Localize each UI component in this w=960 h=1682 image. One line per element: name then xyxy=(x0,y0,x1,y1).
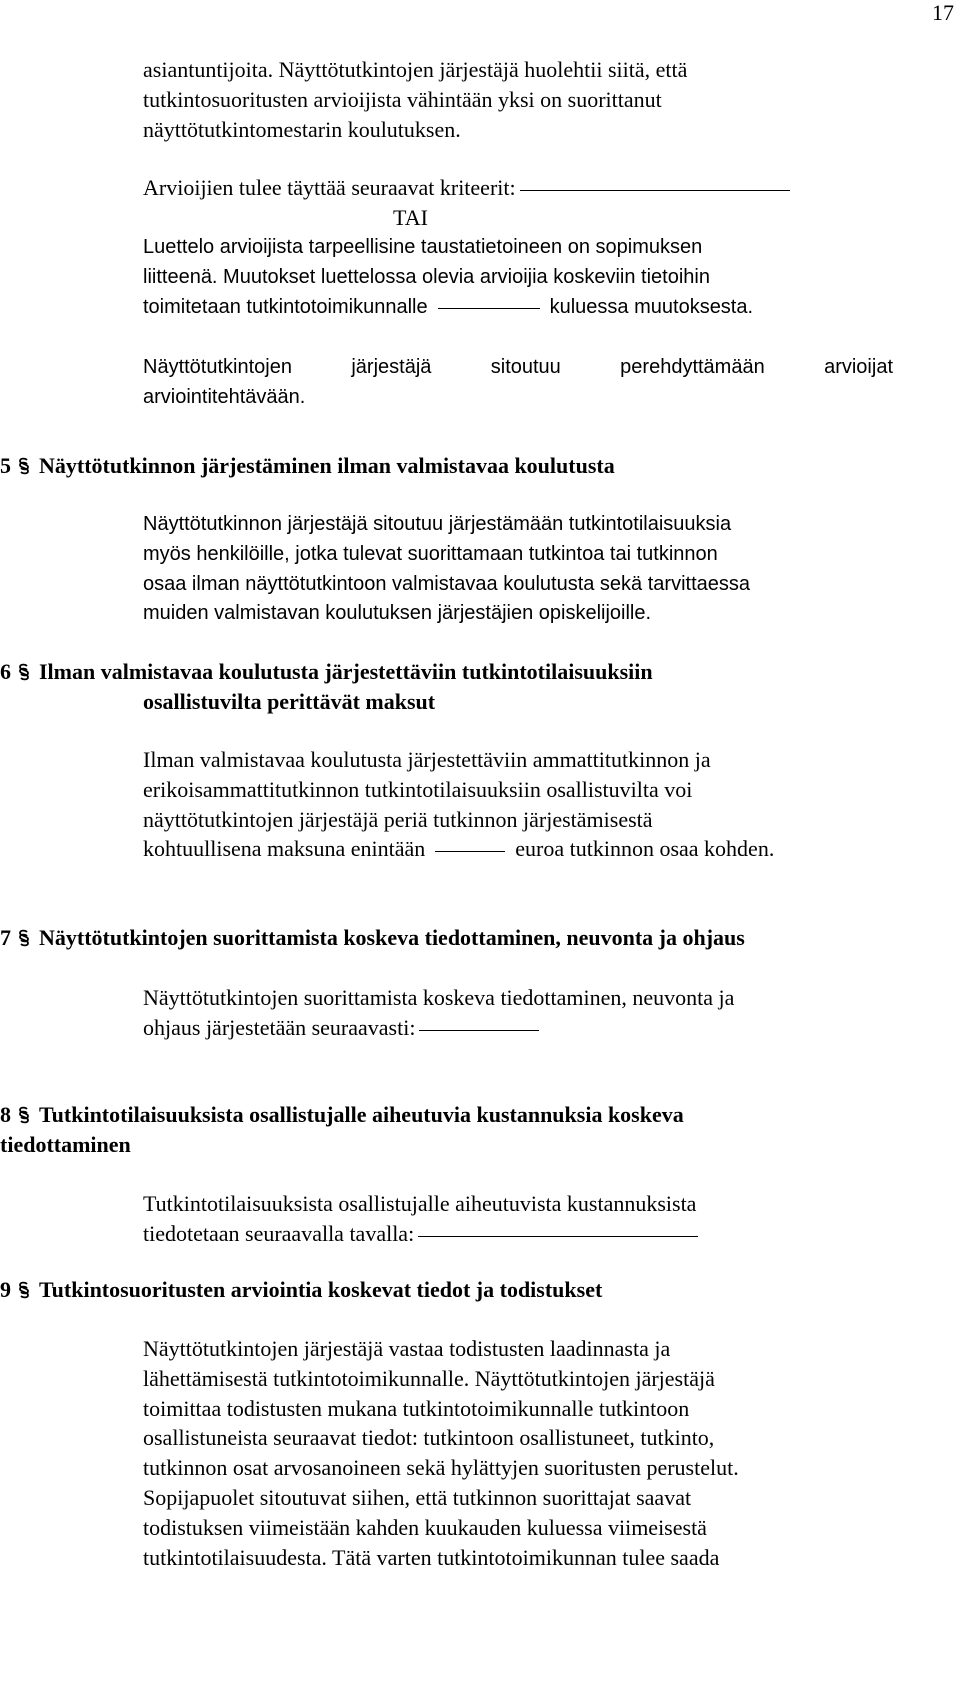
text-line: lähettämisestä tutkintotoimikunnalle. Näyttötutkintojen järjestäjä xyxy=(143,1365,715,1391)
section-title: Tutkintosuoritusten arviointia koskevat tiedot ja todistukset xyxy=(39,1277,603,1302)
section-title: Tutkintotilaisuuksista osallistujalle aiheutuvia kustannuksia koskeva xyxy=(39,1102,684,1127)
intro-paragraph xyxy=(143,55,948,144)
text-line: muiden valmistavan koulutuksen järjestäjien opiskelijoille. xyxy=(143,602,652,625)
section-heading-6 xyxy=(0,657,950,717)
section-sign-icon xyxy=(17,1281,31,1299)
section-title: Näyttötutkintojen suorittamista koskeva tiedottaminen, neuvonta ja ohjaus xyxy=(39,925,745,950)
notify-suffix: kuluessa muutoksesta. xyxy=(549,295,754,318)
section-heading-7 xyxy=(0,923,950,953)
section-body-7 xyxy=(143,983,948,1043)
section-body-9 xyxy=(143,1334,948,1572)
section-number: 6 xyxy=(0,659,11,684)
text-line: liitteenä. Muutokset luettelossa olevia arvioijia koskeviin tietoihin xyxy=(143,265,710,288)
criteria-paragraph xyxy=(143,173,948,203)
assessor-list-paragraph xyxy=(143,233,948,322)
word: sitoutuu xyxy=(490,356,561,378)
section-title-continued: osallistuvilta perittävät maksut xyxy=(143,689,436,714)
text-line: Ilman valmistavaa koulutusta järjestettäviin ammattitutkinnon ja xyxy=(143,747,711,772)
text-line: arviointitehtävään. xyxy=(143,385,306,408)
section-sign-icon xyxy=(17,457,31,475)
section-title-continued: tiedottaminen xyxy=(0,1132,131,1157)
text-line: osaa ilman näyttötutkintoon valmistavaa koulutusta sekä tarvittaessa xyxy=(143,572,750,595)
fill-in-blank[interactable] xyxy=(435,850,505,852)
commitment-paragraph xyxy=(143,353,948,413)
text-line: Näyttötutkintojen järjestäjä vastaa todistusten laadinnasta ja xyxy=(143,1336,671,1361)
text-line: tutkintotilaisuudesta. Tätä varten tutkintotoimikunnan tulee saada xyxy=(143,1544,720,1570)
section-number: 7 xyxy=(0,925,11,950)
text-line: tutkintosuoritusten arvioijista vähintään yksi on suorittanut xyxy=(143,86,662,112)
fee-prefix: kohtuullisena maksuna enintään xyxy=(143,836,426,862)
word: arvioijat xyxy=(824,356,893,378)
blank-line-text: ohjaus järjestetään seuraavasti: xyxy=(143,1014,416,1040)
text-line: Näyttötutkinnon järjestäjä sitoutuu järjestämään tutkintotilaisuuksia xyxy=(143,513,732,535)
text-line: Luettelo arvioijista tarpeellisine taustatietoineen on sopimuksen xyxy=(143,236,703,258)
word: Näyttötutkintojen xyxy=(143,356,292,378)
section-number: 5 xyxy=(0,453,11,478)
fee-line xyxy=(143,834,948,864)
text-line: Sopijapuolet sitoutuvat siihen, että tutkinnon suorittajat saavat xyxy=(143,1484,692,1510)
section-title: Ilman valmistavaa koulutusta järjestettäviin tutkintotilaisuuksiin xyxy=(39,659,653,684)
section-sign-icon xyxy=(17,1106,31,1124)
text-line: Näyttötutkintojen suorittamista koskeva tiedottaminen, neuvonta ja xyxy=(143,985,735,1010)
criteria-line xyxy=(143,173,948,203)
word: perehdyttämään xyxy=(620,356,765,378)
section-body-5 xyxy=(143,510,948,629)
page-number: 17 xyxy=(932,0,954,25)
blank-line xyxy=(143,1013,948,1043)
section-heading-8 xyxy=(0,1100,950,1160)
blank-line xyxy=(143,1219,948,1249)
text-line: myös henkilöille, jotka tulevat suorittamaan tutkintoa tai tutkinnon xyxy=(143,542,718,565)
text-line: toimittaa todistusten mukana tutkintotoimikunnalle tutkintoon xyxy=(143,1395,690,1421)
section-heading-9 xyxy=(0,1275,950,1305)
fill-in-blank[interactable] xyxy=(419,1029,539,1031)
fee-suffix: euroa tutkinnon osaa kohden. xyxy=(515,836,775,862)
text-line: näyttötutkintomestarin koulutuksen. xyxy=(143,116,461,142)
text-line: tutkinnon osat arvosanoineen sekä hylättyjen suoritusten perustelut. xyxy=(143,1455,739,1481)
criteria-text: Arvioijien tulee täyttää seuraavat kriteerit: xyxy=(143,175,516,200)
section-title: Näyttötutkinnon järjestäminen ilman valmistavaa koulutusta xyxy=(39,453,615,478)
section-heading-5 xyxy=(0,451,950,481)
text-line: Tutkintotilaisuuksista osallistujalle aiheutuvista kustannuksista xyxy=(143,1191,697,1216)
notify-prefix: toimitetaan tutkintotoimikunnalle xyxy=(143,295,428,318)
notify-line xyxy=(143,293,948,323)
section-sign-icon xyxy=(17,929,31,947)
text-line: erikoisammattitutkinnon tutkintotilaisuuksiin osallistuvilta voi xyxy=(143,776,693,802)
section-body-6 xyxy=(143,745,948,864)
fill-in-blank[interactable] xyxy=(520,189,790,191)
section-number: 9 xyxy=(0,1277,11,1302)
text-line: asiantuntijoita. Näyttötutkintojen järjestäjä huolehtii siitä, että xyxy=(143,57,688,82)
section-number: 8 xyxy=(0,1102,11,1127)
text-line: todistuksen viimeistään kahden kuukauden kuluessa viimeisestä xyxy=(143,1514,707,1540)
or-label: TAI xyxy=(393,205,428,230)
fill-in-blank[interactable] xyxy=(438,307,540,309)
text-line: näyttötutkintojen järjestäjä periä tutkinnon järjestämisestä xyxy=(143,806,653,832)
justified-line xyxy=(143,353,893,383)
blank-line-text: tiedotetaan seuraavalla tavalla: xyxy=(143,1220,415,1246)
fill-in-blank[interactable] xyxy=(418,1235,698,1237)
word: järjestäjä xyxy=(351,356,432,378)
text-line: osallistuneista seuraavat tiedot: tutkintoon osallistuneet, tutkinto, xyxy=(143,1425,715,1451)
section-body-8 xyxy=(143,1189,948,1249)
section-sign-icon xyxy=(17,663,31,681)
